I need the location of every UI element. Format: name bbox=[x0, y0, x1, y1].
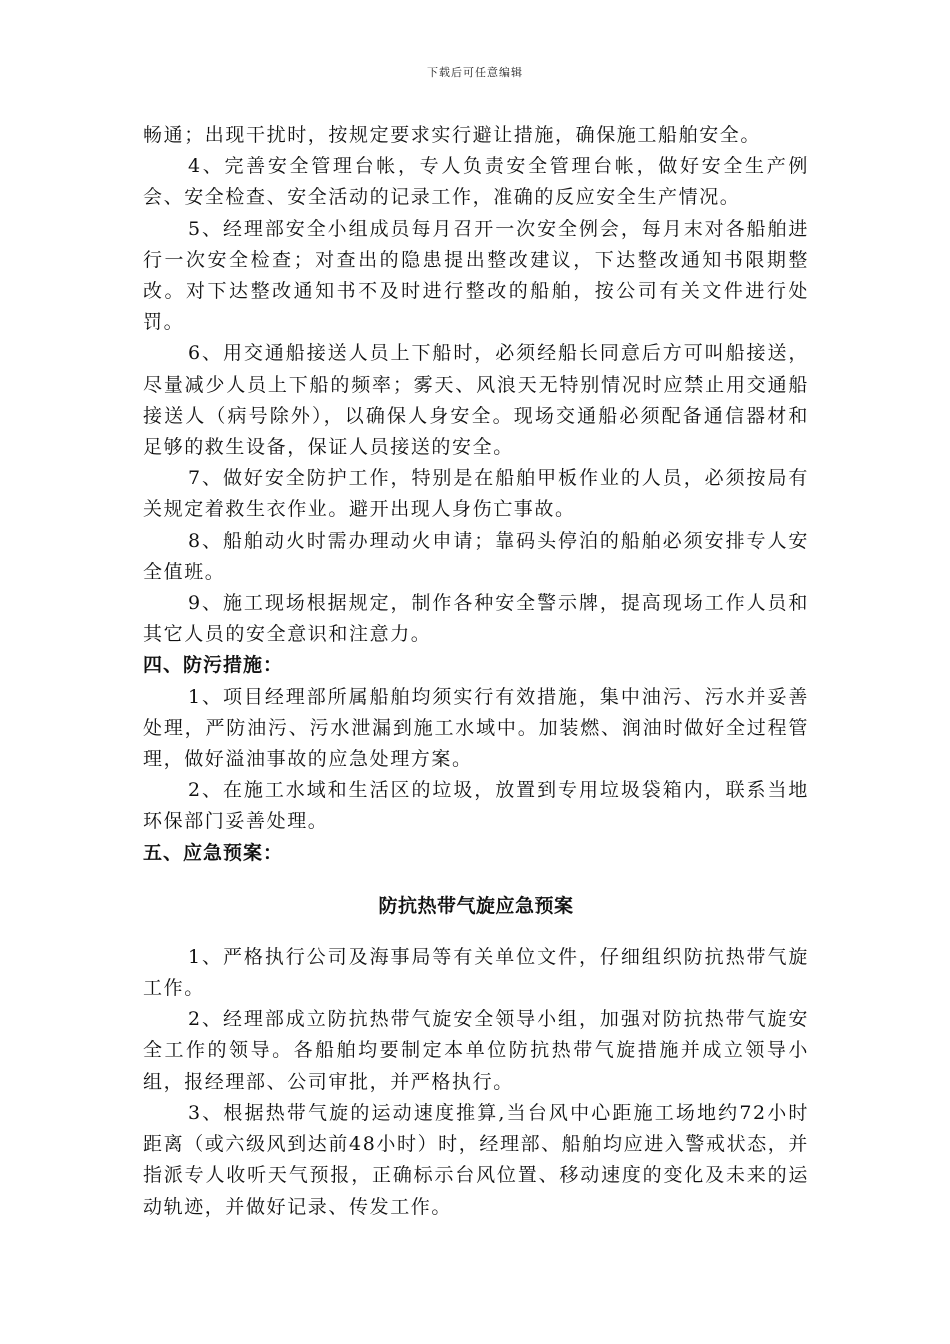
paragraph-item-6: 6、用交通船接送人员上下船时，必须经船长同意后方可叫船接送，尽量减少人员上下船的频率；雾天、风浪天无特别情况时应禁止用交通船接送人（病号除外），以确保人身安全。现场交通船必须配备通信器材和足够的救生设备，保证人员接送的安全。 bbox=[143, 342, 809, 459]
pollution-item-1: 1、项目经理部所属船舶均须实行有效措施，集中油污、污水并妥善处理，严防油污、污水泄漏到施工水域中。加装燃、润油时做好全过程管理，做好溢油事故的应急处理方案。 bbox=[143, 685, 809, 771]
section-heading-emergency: 五、应急预案： bbox=[143, 841, 284, 864]
emergency-item-2: 2、经理部成立防抗热带气旋安全领导小组，加强对防抗热带气旋安全工作的领导。各船舶均要制定本单位防抗热带气旋措施并成立领导小组，报经理部、公司审批，并严格执行。 bbox=[143, 1008, 809, 1093]
paragraph-item-8: 8、船舶动火时需办理动火申请；靠码头停泊的船舶必须安排专人安全值班。 bbox=[143, 529, 809, 583]
paragraph-item-4: 4、完善安全管理台帐，专人负责安全管理台帐，做好安全生产例会、安全检查、安全活动的记录工作，准确的反应安全生产情况。 bbox=[143, 155, 809, 209]
paragraph-item-9: 9、施工现场根据规定，制作各种安全警示牌，提高现场工作人员和其它人员的安全意识和注意力。 bbox=[143, 592, 809, 646]
page-header: 下载后可任意编辑 bbox=[427, 66, 523, 79]
emergency-plan-title: 防抗热带气旋应急预案 bbox=[378, 894, 574, 917]
emergency-item-3: 3、根据热带气旋的运动速度推算,当台风中心距施工场地约72小时距离（或六级风到达前48小时）时，经理部、船舶均应进入警戒状态，并指派专人收听天气预报，正确标示台风位置、移动速度的变化及未来的运动轨迹，并做好记录、传发工作。 bbox=[143, 1101, 809, 1218]
paragraph-continuation: 畅通；出现干扰时，按规定要求实行避让措施，确保施工船舶安全。 bbox=[143, 124, 762, 146]
section-heading-pollution: 四、防污措施： bbox=[143, 654, 284, 677]
document-body bbox=[143, 120, 809, 1223]
pollution-item-2: 2、在施工水域和生活区的垃圾，放置到专用垃圾袋箱内，联系当地环保部门妥善处理。 bbox=[143, 779, 809, 833]
paragraph-item-7: 7、做好安全防护工作，特别是在船舶甲板作业的人员，必须按局有关规定着救生衣作业。避开出现人身伤亡事故。 bbox=[143, 467, 809, 521]
paragraph-item-5: 5、经理部安全小组成员每月召开一次安全例会，每月末对各船舶进行一次安全检查；对查出的隐患提出整改建议，下达整改通知书限期整改。对下达整改通知书不及时进行整改的船舶，按公司有关文件进行处罚。 bbox=[143, 217, 809, 334]
emergency-item-1: 1、严格执行公司及海事局等有关单位文件，仔细组织防抗热带气旋工作。 bbox=[143, 945, 809, 1000]
